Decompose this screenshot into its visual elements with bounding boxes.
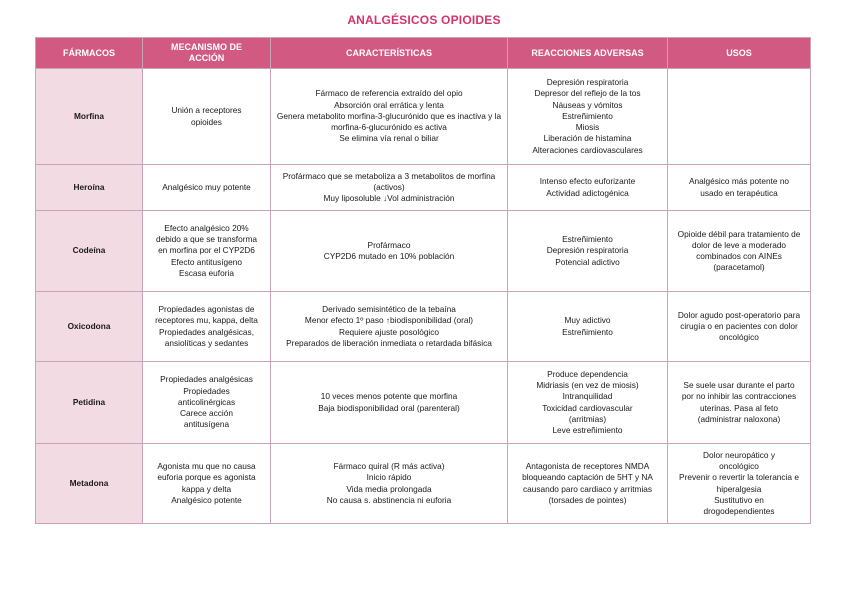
adverse-line: Miosis — [575, 122, 600, 133]
drug-name: Petidina — [36, 362, 143, 444]
mechanism-line: Propiedades agonistas de receptores mu, kappa, delta — [155, 304, 258, 326]
mechanism-line: Analgésico potente — [171, 494, 242, 505]
mechanism-cell — [143, 362, 271, 444]
characteristics-cell — [271, 211, 508, 292]
table-row — [36, 69, 811, 165]
adverse-line: Depresor del reflejo de la tos — [534, 88, 641, 99]
drug-name: Oxicodona — [36, 292, 143, 362]
characteristics-line: Fármaco de referencia extraído del opio — [315, 88, 463, 99]
table-row — [36, 211, 811, 292]
mechanism-cell — [143, 165, 271, 211]
uses-line: Analgésico más potente no usado en terapéutica — [688, 176, 790, 198]
adverse-line: Intenso efecto euforizante — [539, 176, 636, 187]
uses-line: Se suele usar durante el parto por no inhibir las contracciones uterinas. Pasa al feto (administrar naloxona) — [681, 380, 797, 424]
characteristics-line: Inicio rápido — [366, 472, 412, 483]
adverse-cell — [508, 292, 668, 362]
table-row — [36, 444, 811, 524]
characteristics-line: Preparados de liberación inmediata o retardada bifásica — [286, 337, 492, 348]
header-farmacos: FÁRMACOS — [36, 38, 143, 69]
adverse-line: Estreñimiento — [562, 326, 613, 337]
characteristics-line: Menor efecto 1º paso ↑biodisponibilidad (oral) — [304, 315, 474, 326]
table-row — [36, 292, 811, 362]
table-row — [36, 362, 811, 444]
characteristics-line: Profármaco que se metaboliza a 3 metabolitos de morfina (activos) — [282, 170, 496, 192]
characteristics-cell — [271, 69, 508, 165]
mechanism-line: Efecto antitusígeno — [170, 256, 243, 267]
header-row — [36, 38, 811, 69]
adverse-line: Antagonista de receptores NMDA bloqueando captación de 5HT y NA causando paro cardiaco y arritmias (torsades de pointes) — [522, 461, 653, 505]
characteristics-line: Profármaco — [367, 239, 411, 250]
mechanism-cell — [143, 211, 271, 292]
uses-line: Dolor neuropático y oncológico — [703, 449, 775, 472]
adverse-line: Liberación de histamina — [543, 133, 632, 144]
drug-name: Metadona — [36, 444, 143, 524]
mechanism-line: Propiedades analgésicas, ansiolíticas y sedantes — [158, 326, 255, 348]
adverse-line: Intranquilidad — [562, 391, 613, 402]
uses-line: Opioide débil para tratamiento de dolor de leve a moderado combinados con AINEs (paracetamol) — [677, 228, 801, 273]
header-caracteristicas: CARACTERÍSTICAS — [271, 38, 508, 69]
adverse-line: Actividad adictogénica — [546, 187, 629, 198]
adverse-line: Potencial adictivo — [555, 256, 620, 267]
adverse-line: Toxicidad cardiovascular (arritmias) — [542, 402, 633, 424]
characteristics-line: Vida media prolongada — [346, 483, 432, 494]
characteristics-cell — [271, 165, 508, 211]
characteristics-line: No causa s. abstinencia ni euforia — [326, 494, 452, 505]
adverse-cell — [508, 69, 668, 165]
characteristics-line: Baja biodisponibilidad oral (parenteral) — [318, 402, 460, 413]
adverse-line: Midriasis (en vez de miosis) — [536, 380, 639, 391]
characteristics-line: Se elimina vía renal o biliar — [339, 133, 439, 144]
mechanism-cell — [143, 444, 271, 524]
mechanism-line: Efecto analgésico 20% debido a que se transforma en morfina por el CYP2D6 — [156, 222, 258, 256]
uses-cell — [668, 444, 811, 524]
characteristics-cell — [271, 362, 508, 444]
uses-cell — [668, 69, 811, 165]
adverse-line: Estreñimiento — [562, 110, 613, 121]
page-title: ANALGÉSICOS OPIOIDES — [347, 13, 501, 27]
characteristics-line: Absorción oral errática y lenta — [334, 99, 444, 110]
characteristics-line: Genera metabolito morfina-3-glucurónido que es inactiva y la morfina-6-glucurónido es activa — [276, 110, 502, 133]
characteristics-line: Derivado semisintético de la tebaína — [322, 304, 456, 315]
uses-line: Sustitutivo en drogodependientes — [703, 494, 775, 516]
uses-cell — [668, 165, 811, 211]
drug-name: Codeína — [36, 211, 143, 292]
header-reacciones: REACCIONES ADVERSAS — [508, 38, 668, 69]
adverse-line: Leve estreñimiento — [552, 424, 623, 435]
uses-cell — [668, 211, 811, 292]
mechanism-line: Unión a receptores opioides — [171, 105, 242, 127]
mechanism-line: Analgésico muy potente — [162, 181, 251, 192]
drug-name: Morfina — [36, 69, 143, 165]
characteristics-line: CYP2D6 mutado en 10% población — [323, 251, 455, 261]
header-mecanismo: MECANISMO DE ACCIÓN — [143, 38, 271, 69]
characteristics-cell — [271, 444, 508, 524]
adverse-line: Muy adictivo — [564, 315, 611, 326]
drug-name: Heroína — [36, 165, 143, 211]
table-row — [36, 165, 811, 211]
mechanism-line: Escasa euforia — [179, 267, 234, 278]
adverse-line: Alteraciones cardiovasculares — [532, 144, 643, 155]
opioids-table — [35, 37, 811, 524]
uses-line: Prevenir o revertir la tolerancia e hiperalgesia — [679, 472, 799, 494]
adverse-cell — [508, 362, 668, 444]
characteristics-line: 10 veces menos potente que morfina — [320, 391, 458, 402]
characteristics-line: Muy liposoluble ↓Vol administración — [323, 193, 455, 204]
adverse-line: Depresión respiratoria — [546, 77, 629, 88]
characteristics-cell — [271, 292, 508, 362]
adverse-cell — [508, 444, 668, 524]
mechanism-line: Propiedades anticolinérgicas — [177, 385, 236, 407]
adverse-line: Depresión respiratoria — [546, 245, 629, 256]
uses-cell — [668, 292, 811, 362]
adverse-cell — [508, 165, 668, 211]
uses-line: Dolor agudo post-operatorio para cirugía o en pacientes con dolor oncológico — [677, 309, 801, 343]
mechanism-cell — [143, 292, 271, 362]
characteristics-line: Fármaco quiral (R más activa) — [333, 461, 445, 472]
uses-cell — [668, 362, 811, 444]
characteristics-line: Requiere ajuste posológico — [338, 326, 440, 337]
header-usos: USOS — [668, 38, 811, 69]
mechanism-line: Carece acción antitusígena — [179, 408, 234, 430]
mechanism-cell — [143, 69, 271, 165]
adverse-line: Estreñimiento — [562, 234, 613, 245]
adverse-cell — [508, 211, 668, 292]
mechanism-line: Propiedades analgésicas — [160, 374, 253, 385]
adverse-line: Produce dependencia — [547, 368, 628, 379]
mechanism-line: Agonista mu que no causa euforia porque es agonista kappa y delta — [157, 461, 256, 494]
adverse-line: Náuseas y vómitos — [552, 99, 623, 110]
